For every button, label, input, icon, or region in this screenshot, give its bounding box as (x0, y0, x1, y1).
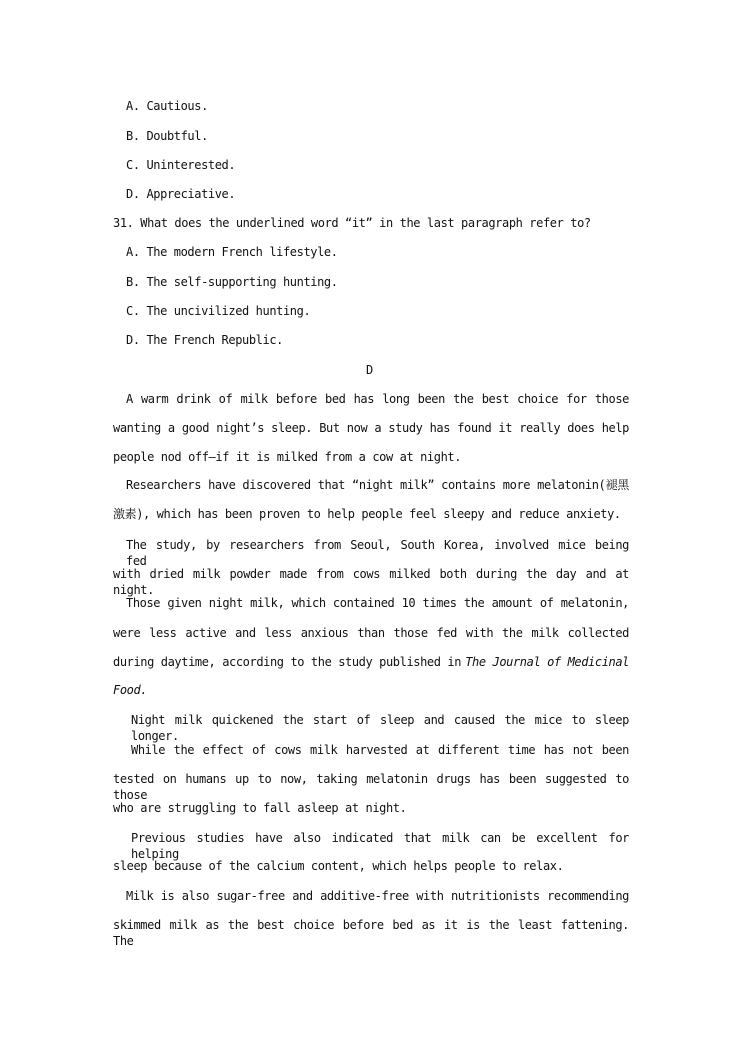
passage-line: 激素), which has been proven to help people feel sleepy and reduce anxiety. (113, 507, 621, 521)
passage-line: Milk is also sugar-free and additive-free with nutritionists recommending (126, 889, 629, 903)
passage-line: wanting a good night’s sleep. But now a study has found it really does help (113, 421, 629, 435)
passage-line: Researchers have discovered that “night milk” contains more melatonin(褪黑 (126, 478, 629, 492)
q31-option-b: B. The self-supporting hunting. (126, 275, 338, 289)
passage-line: While the effect of cows milk harvested at different time has not been (131, 743, 629, 757)
q30-option-d: D. Appreciative. (126, 187, 236, 201)
q31-option-d: D. The French Republic. (126, 333, 283, 347)
passage-line: sleep because of the calcium content, which helps people to relax. (113, 859, 564, 873)
q31-question: 31. What does the underlined word “it” in the last paragraph refer to? (113, 216, 591, 230)
q31-option-c: C. The uncivilized hunting. (126, 304, 311, 318)
passage-line: skimmed milk as the best choice before bed as it is the least fattening. The (113, 918, 629, 948)
passage-line: were less active and less anxious than those fed with the milk collected (113, 626, 629, 640)
passage-line: Those given night milk, which contained 10 times the amount of melatonin, (126, 596, 629, 610)
q30-option-a: A. Cautious. (126, 99, 208, 113)
q31-option-a: A. The modern French lifestyle. (126, 245, 338, 259)
passage-text: during daytime, according to the study published in (113, 655, 462, 669)
passage-line: tested on humans up to now, taking melatonin drugs has been suggested to those (113, 772, 629, 802)
passage-line: who are struggling to fall asleep at night. (113, 801, 407, 815)
q30-option-c: C. Uninterested. (126, 158, 236, 172)
passage-line: Previous studies have also indicated that milk can be excellent for helping (131, 831, 629, 861)
passage-line: people nod off—if it is milked from a cow at night. (113, 450, 462, 464)
journal-title: The Journal of Medicinal (465, 655, 629, 669)
passage-line: with dried milk powder made from cows milked both during the day and at night. (113, 567, 629, 597)
journal-title-end: Food. (113, 683, 148, 697)
q30-option-b: B. Doubtful. (126, 129, 208, 143)
passage-line: The study, by researchers from Seoul, South Korea, involved mice being fed (126, 538, 629, 568)
passage-line (113, 654, 629, 670)
passage-line: Night milk quickened the start of sleep and caused the mice to sleep longer. (131, 713, 629, 743)
passage-line: A warm drink of milk before bed has long been the best choice for those (126, 392, 629, 406)
section-heading: D (366, 363, 373, 377)
